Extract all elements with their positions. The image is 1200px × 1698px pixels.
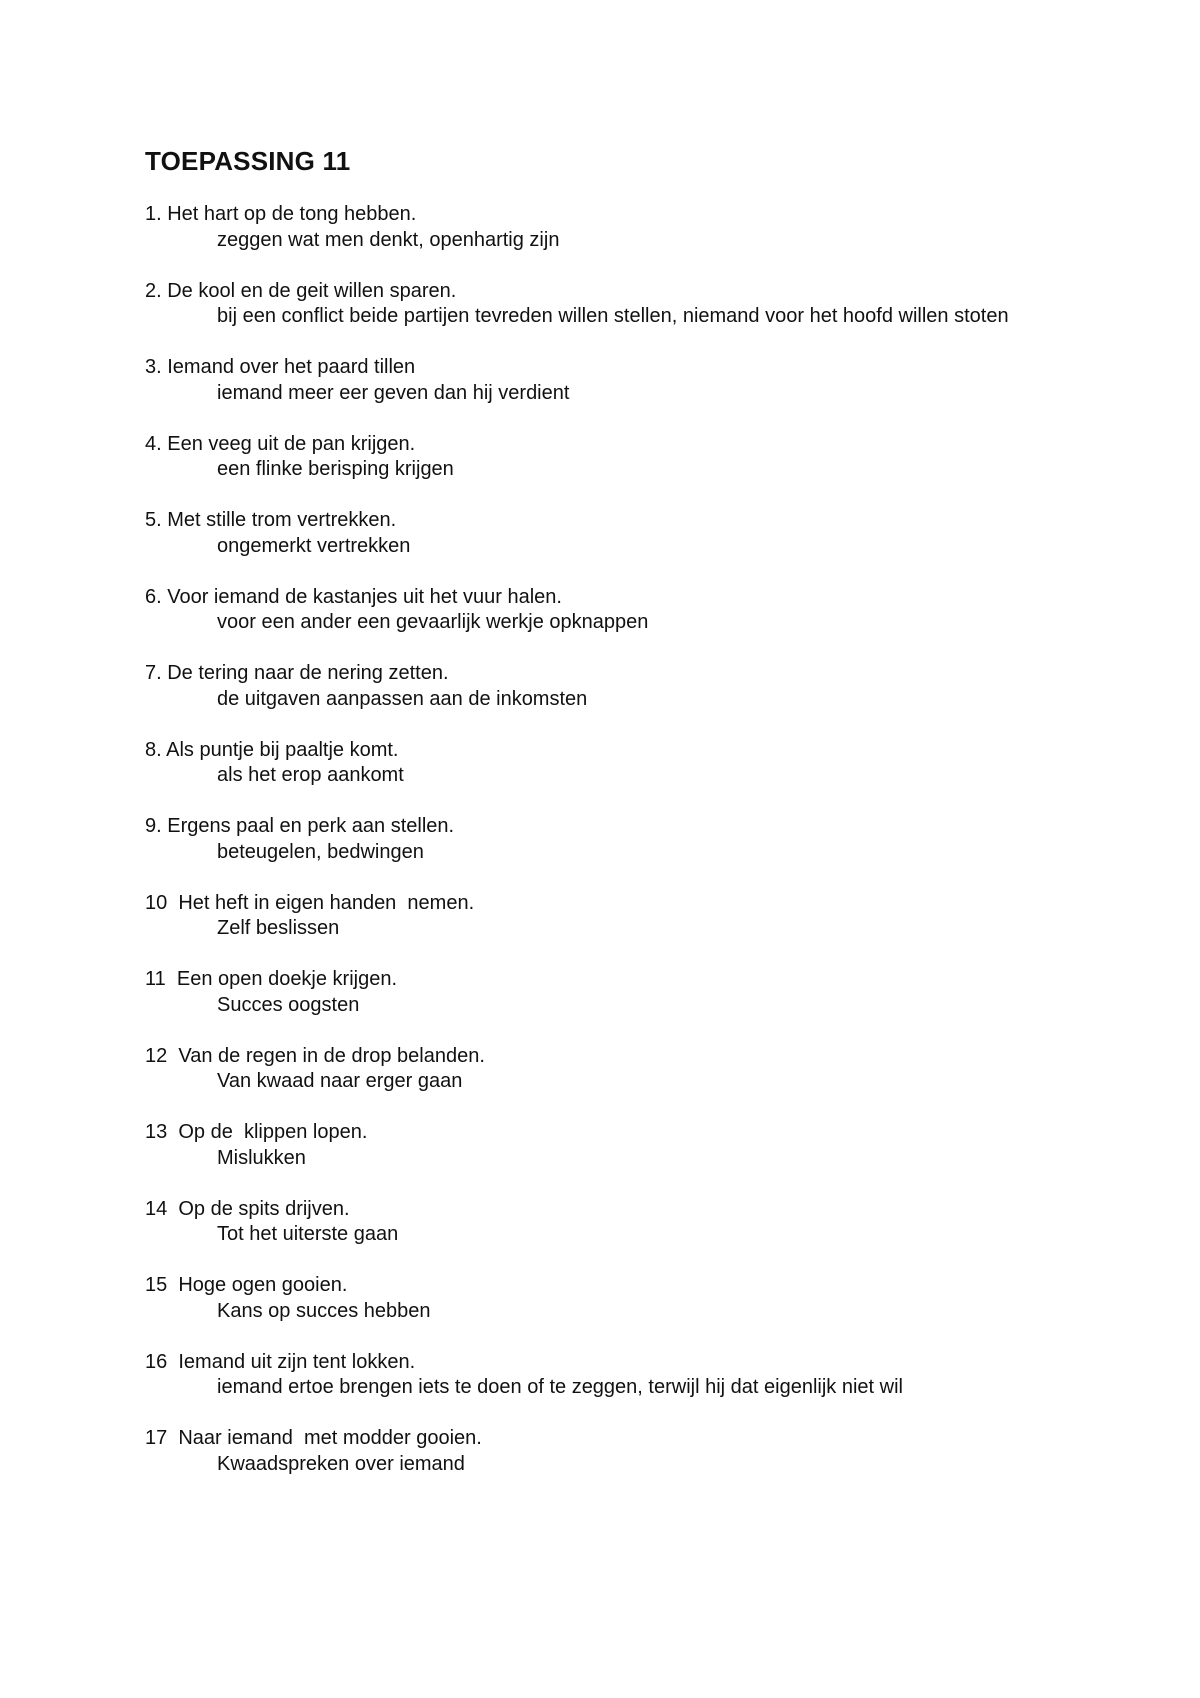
idiom-text: 8. Als puntje bij paaltje komt. — [145, 738, 399, 761]
idiom-meaning: bij een conflict beide partijen tevreden willen stellen, niemand voor het hoofd willen stoten — [217, 305, 1009, 327]
idiom-meaning: Kwaadspreken over iemand — [217, 1452, 465, 1475]
list-item — [145, 355, 1075, 406]
idiom-meaning: iemand meer eer geven dan hij verdient — [217, 381, 570, 404]
document-content — [145, 144, 1075, 1503]
idiom-text: 13 Op de klippen lopen. — [145, 1121, 368, 1143]
list-item — [145, 585, 1075, 636]
idiom-text: 16 Iemand uit zijn tent lokken. — [145, 1350, 416, 1373]
list-item — [145, 661, 1075, 712]
idiom-text: 6. Voor iemand de kastanjes uit het vuur halen. — [145, 585, 562, 608]
idiom-text: 14 Op de spits drijven. — [145, 1197, 350, 1220]
list-item — [145, 1197, 1075, 1248]
idiom-text: 12 Van de regen in de drop belanden. — [145, 1044, 485, 1067]
idiom-text: 1. Het hart op de tong hebben. — [145, 203, 417, 225]
idiom-text: 9. Ergens paal en perk aan stellen. — [145, 815, 455, 837]
document-title: TOEPASSING 11 — [145, 146, 351, 176]
idiom-meaning: beteugelen, bedwingen — [217, 840, 424, 863]
list-item — [145, 738, 1075, 789]
idiom-text: 5. Met stille trom vertrekken. — [145, 509, 397, 531]
list-item — [145, 967, 1075, 1018]
idiom-text: 7. De tering naar de nering zetten. — [145, 662, 449, 684]
idiom-meaning: Succes oogsten — [217, 993, 360, 1016]
idiom-text: 4. Een veeg uit de pan krijgen. — [145, 432, 416, 455]
idiom-text: 10 Het heft in eigen handen nemen. — [145, 891, 475, 914]
idiom-meaning: Kans op succes hebben — [217, 1299, 431, 1322]
idiom-meaning: ongemerkt vertrekken — [217, 534, 411, 557]
idiom-meaning: iemand ertoe brengen iets te doen of te zeggen, terwijl hij dat eigenlijk niet wil — [217, 1376, 903, 1398]
list-item — [145, 432, 1075, 483]
list-item — [145, 1120, 1075, 1171]
idiom-text: 2. De kool en de geit willen sparen. — [145, 279, 457, 302]
list-item — [145, 891, 1075, 942]
idiom-meaning: Van kwaad naar erger gaan — [217, 1070, 463, 1092]
idiom-meaning: Tot het uiterste gaan — [217, 1223, 399, 1245]
idiom-text: 11 Een open doekje krijgen. — [145, 968, 398, 990]
list-item — [145, 1273, 1075, 1324]
list-item — [145, 1426, 1075, 1477]
idiom-meaning: voor een ander een gevaarlijk werkje opknappen — [217, 611, 649, 633]
idiom-meaning: Zelf beslissen — [217, 917, 340, 939]
list-item — [145, 508, 1075, 559]
idiom-text: 17 Naar iemand met modder gooien. — [145, 1427, 482, 1449]
idiom-text: 15 Hoge ogen gooien. — [145, 1274, 348, 1296]
list-item — [145, 1350, 1075, 1401]
idiom-meaning: een flinke berisping krijgen — [217, 458, 454, 480]
idiom-meaning: zeggen wat men denkt, openhartig zijn — [217, 228, 560, 251]
idiom-meaning: de uitgaven aanpassen aan de inkomsten — [217, 687, 588, 710]
list-item — [145, 814, 1075, 865]
idiom-meaning: Mislukken — [217, 1146, 306, 1169]
idiom-list — [145, 202, 1075, 1477]
idiom-text: 3. Iemand over het paard tillen — [145, 356, 416, 378]
list-item — [145, 279, 1075, 330]
list-item — [145, 1044, 1075, 1095]
list-item — [145, 202, 1075, 253]
idiom-meaning: als het erop aankomt — [217, 764, 404, 786]
